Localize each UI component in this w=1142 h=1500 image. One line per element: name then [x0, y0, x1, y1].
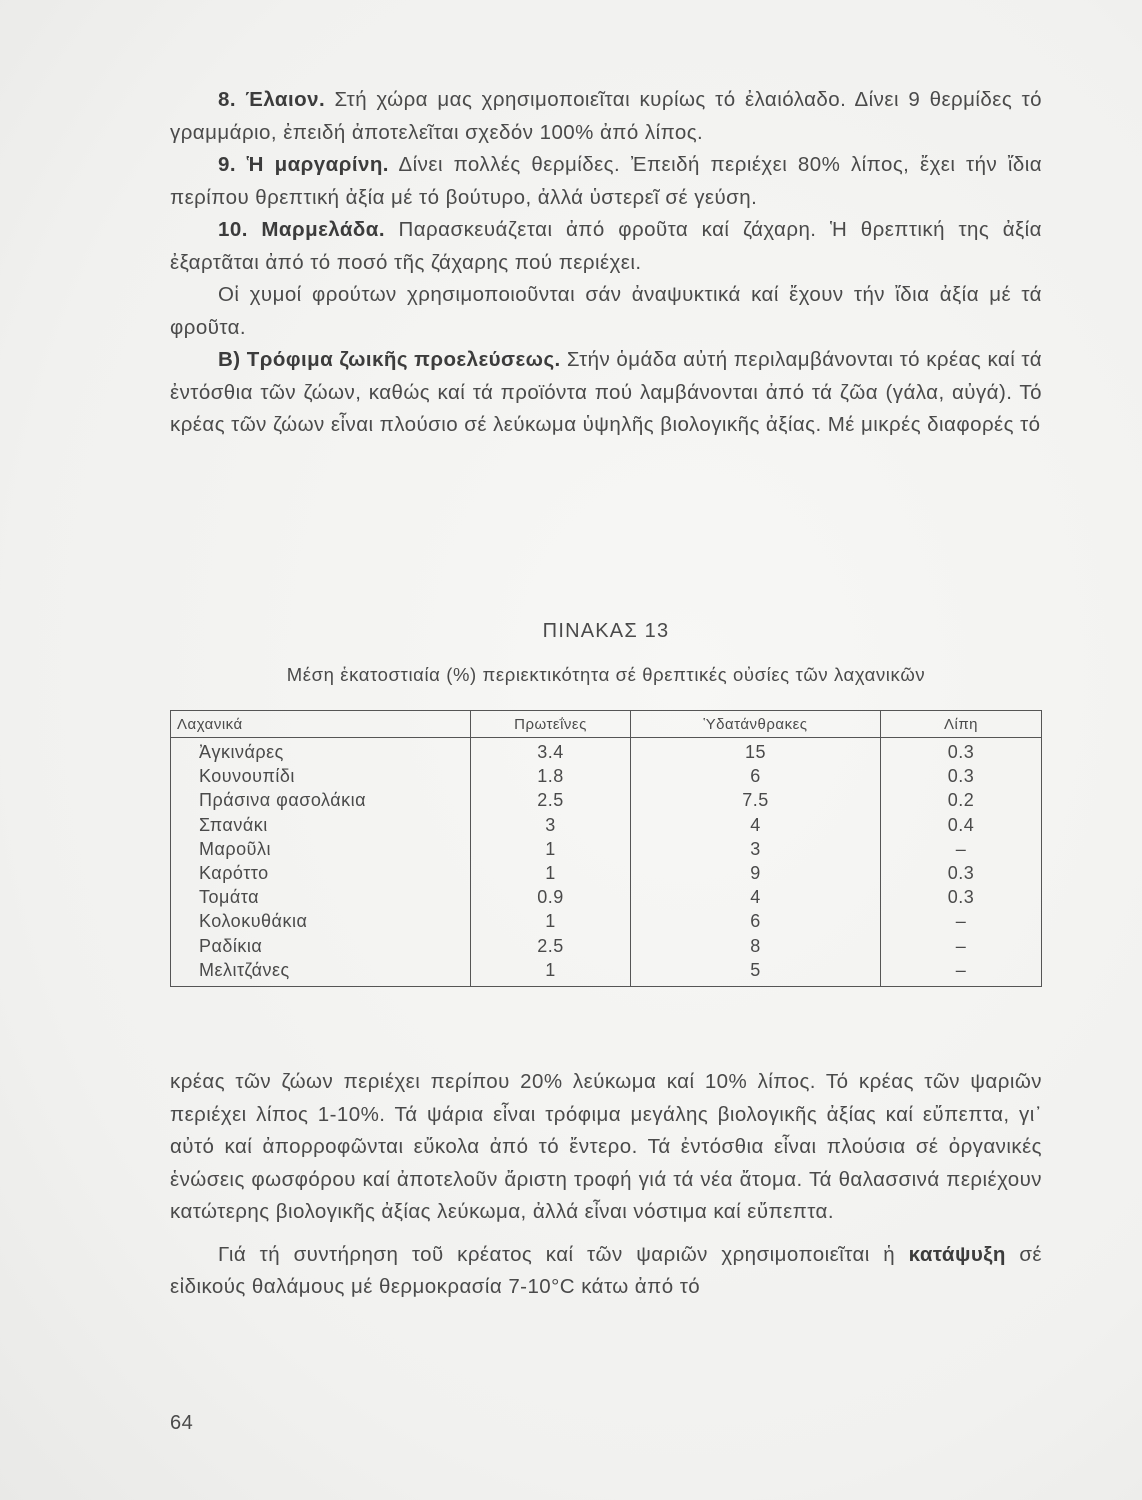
cell-carbohydrate: 6 [631, 764, 881, 788]
cell-protein: 1 [471, 909, 631, 933]
paragraph-heading: Β) Τρόφιμα ζωικῆς προελεύσεως. [218, 348, 561, 371]
cell-protein: 3 [471, 813, 631, 837]
header-vegetables: Λαχανικά [171, 711, 471, 738]
cell-vegetable: Τομάτα [199, 887, 260, 908]
cell-vegetable: Κολοκυθάκια [199, 911, 308, 932]
cell-carbohydrate: 6 [631, 909, 881, 933]
cell-fat: 0.3 [881, 885, 1042, 909]
paragraph-heading: 10. Μαρμελάδα. [218, 218, 385, 241]
page-number: 64 [170, 1412, 194, 1434]
paragraph-text: Στή χώρα μας χρησιμοποιεῖται κυρίως τό ἐλαιόλαδο. Δίνει 9 θερμίδες τό γραμμάριο, ἐπειδή ἀποτελεῖται σχεδόν 100% ἀπό λίπος. [170, 88, 1042, 144]
cell-protein: 2.5 [471, 788, 631, 812]
cell-carbohydrate: 15 [631, 738, 881, 765]
paragraph-heading: 9. Ἡ μαργαρίνη. [218, 153, 389, 176]
cell-fat: 0.3 [881, 764, 1042, 788]
cell-vegetable: Μελιτζάνες [199, 959, 290, 980]
paragraph-text: Οἱ χυμοί φρούτων χρησιμοποιοῦνται σάν ἀναψυκτικά καί ἔχουν τήν ἴδια ἀξία μέ τά φροῦτα. [170, 283, 1042, 339]
cell-protein: 0.9 [471, 885, 631, 909]
table-row [171, 909, 1042, 933]
cell-carbohydrate: 7.5 [631, 788, 881, 812]
bold-term: κατάψυξη [908, 1242, 1006, 1266]
paragraph-katapsyxi [170, 1239, 1042, 1304]
table-row [171, 837, 1042, 861]
cell-fat: – [881, 934, 1042, 958]
cell-protein: 2.5 [471, 934, 631, 958]
cell-vegetable: Μαροῦλι [199, 838, 271, 859]
cell-vegetable: Σπανάκι [199, 814, 268, 835]
cell-fat: 0.2 [881, 788, 1042, 812]
paragraph-zoiki-proeleusi [170, 344, 1042, 442]
paragraph-text: σέ εἰδικούς θαλάμους μέ θερμοκρασία 7-10°C κάτω ἀπό τό [170, 1242, 1043, 1298]
table-row [171, 764, 1042, 788]
cell-vegetable: Πράσινα φασολάκια [199, 790, 367, 811]
cell-protein: 3.4 [471, 738, 631, 765]
table-row [171, 958, 1042, 987]
table-row [171, 861, 1042, 885]
header-fats: Λίπη [881, 711, 1042, 738]
paragraph-text: κρέας τῶν ζώων περιέχει περίπου 20% λεύκωμα καί 10% λίπος. Τό κρέας τῶν ψαριῶν περιέχει λίπος 1-10%. Τά ψάρια εἶναι τρόφιμα μεγάλης βιολογικῆς ἀξίας καί εὔπεπτα, γι᾽ αὐτό καί ἀπορροφῶνται εὔκολα ἀπό τό ἔντερο. Τά ἐντόσθια εἶναι πλούσια σέ ὀργανικές ἑνώσεις φωσφόρου καί ἀποτελοῦν ἄριστη τροφή γιά τά νέα ἄτομα. Τά θαλασσινά περιέχουν κατώτερης βιολογικῆς ἀξίας λεύκωμα, ἀλλά εἶναι νόστιμα καί εὔπεπτα. [170, 1070, 1042, 1223]
paragraph-elaion [170, 84, 1042, 149]
cell-protein: 1 [471, 837, 631, 861]
nutrition-table [170, 710, 1042, 987]
table-row [171, 813, 1042, 837]
table-title: ΠΙΝΑΚΑΣ 13 [542, 620, 670, 642]
paragraph-heading: 8. Έλαιον. [218, 88, 326, 111]
cell-carbohydrate: 9 [631, 861, 881, 885]
paragraph-kreas-continued [170, 1066, 1042, 1229]
cell-carbohydrate: 4 [631, 885, 881, 909]
cell-fat: 0.4 [881, 813, 1042, 837]
cell-carbohydrate: 4 [631, 813, 881, 837]
table-caption: Μέση ἑκατοστιαία (%) περιεκτικότητα σέ θρεπτικές οὐσίες τῶν λαχανικῶν [286, 664, 926, 685]
header-carbohydrates: Ὑδατάνθρακες [631, 711, 881, 738]
table-row [171, 788, 1042, 812]
cell-vegetable: Καρόττο [199, 863, 269, 884]
cell-fat: – [881, 958, 1042, 987]
cell-protein: 1 [471, 958, 631, 987]
cell-carbohydrate: 3 [631, 837, 881, 861]
header-proteins: Πρωτεΐνες [471, 711, 631, 738]
bottom-text-block [170, 1066, 1042, 1304]
table-row [171, 885, 1042, 909]
table-header-row [171, 711, 1042, 738]
cell-fat: – [881, 909, 1042, 933]
cell-fat: 0.3 [881, 861, 1042, 885]
cell-carbohydrate: 5 [631, 958, 881, 987]
cell-vegetable: Ραδίκια [199, 935, 263, 956]
table-row [171, 934, 1042, 958]
top-text-block [170, 84, 1042, 442]
cell-vegetable: Ἀγκινάρες [199, 742, 284, 763]
cell-vegetable: Κουνουπίδι [199, 766, 295, 787]
paragraph-text: Δίνει πολλές θερμίδες. Ἐπειδή περιέχει 80% λίπος, ἔχει τήν ἴδια περίπου θρεπτική ἀξία μέ τό βούτυρο, ἀλλά ὑστερεῖ σέ γεύση. [170, 153, 1043, 209]
table-row [171, 738, 1042, 765]
cell-carbohydrate: 8 [631, 934, 881, 958]
paragraph-margarini [170, 149, 1042, 214]
paragraph-text: Στήν ὁμάδα αὐτή περιλαμβάνονται τό κρέας καί τά ἐντόσθια τῶν ζώων, καθώς καί τά προϊόντα πού λαμβάνονται ἀπό τά ζῶα (γάλα, αὐγά). Τό κρέας τῶν ζώων εἶναι πλούσιο σέ λεύκωμα ὑψηλῆς βιολογικῆς ἀξίας. Μέ μικρές διαφορές τό [170, 348, 1042, 436]
cell-fat: – [881, 837, 1042, 861]
paragraph-xymoi [170, 279, 1042, 344]
paragraph-text: Γιά τή συντήρηση τοῦ κρέατος καί τῶν ψαριῶν χρησιμοποιεῖται ἡ [218, 1242, 909, 1266]
cell-fat: 0.3 [881, 738, 1042, 765]
paragraph-text: Παρασκευάζεται ἀπό φροῦτα καί ζάχαρη. Ἡ θρεπτική της ἀξία ἐξαρτᾶται ἀπό τό ποσό τῆς ζάχαρης πού περιέχει. [170, 218, 1042, 274]
cell-protein: 1.8 [471, 764, 631, 788]
paragraph-marmelada [170, 214, 1042, 279]
cell-protein: 1 [471, 861, 631, 885]
